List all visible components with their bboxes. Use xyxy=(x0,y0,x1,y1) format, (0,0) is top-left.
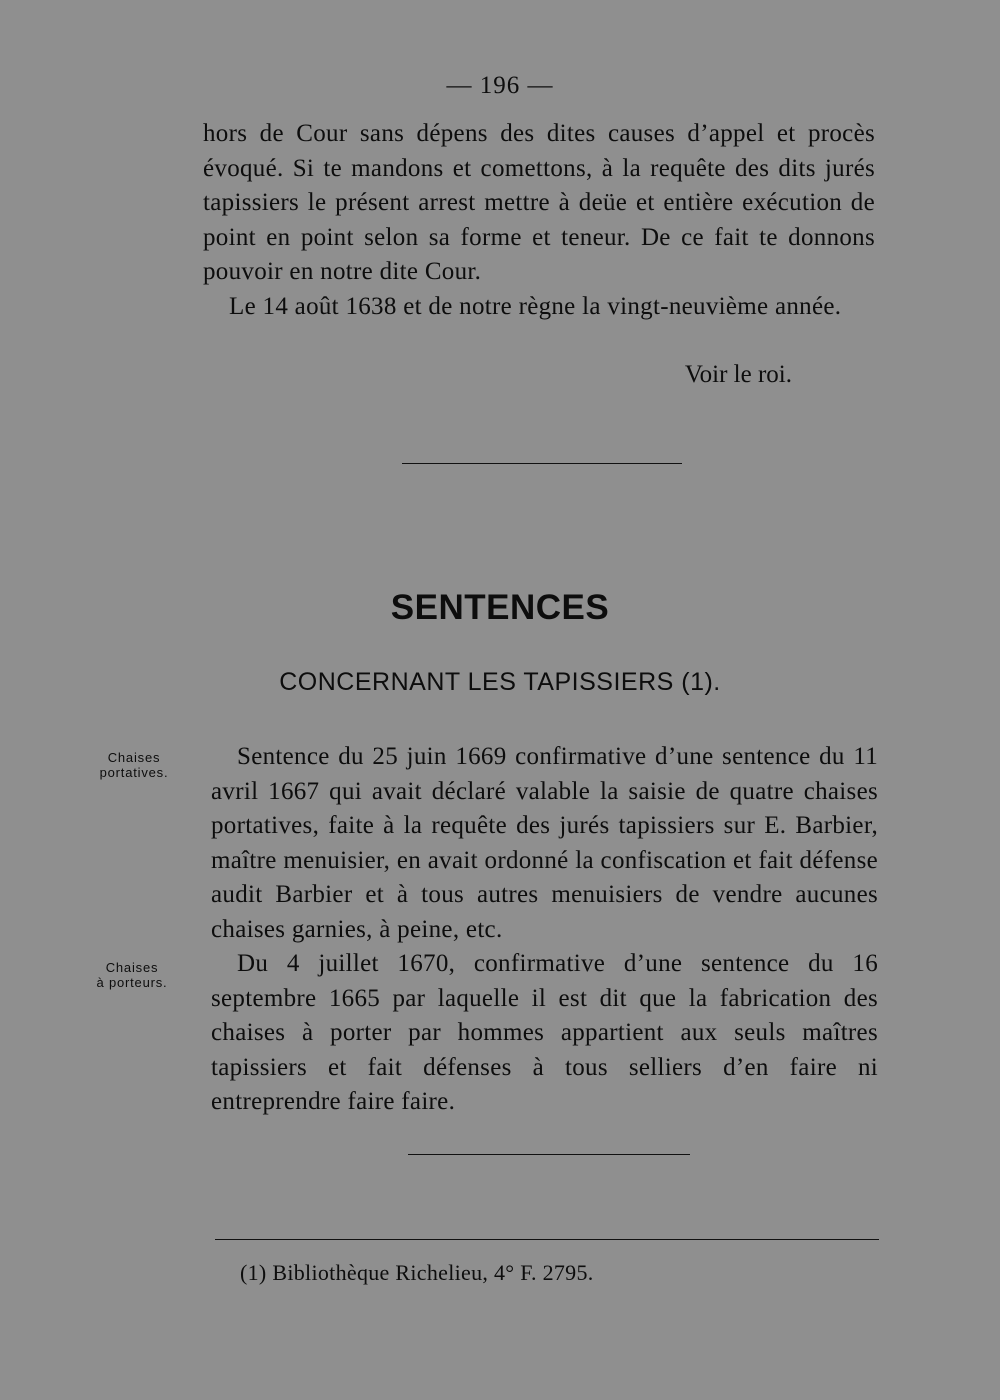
margin-note-2-line1: Chaises xyxy=(105,960,159,975)
section-divider-top xyxy=(402,463,682,464)
footnote-rule xyxy=(215,1239,879,1240)
sentence-1669: Sentence du 25 juin 1669 confirmative d’une sentence du 11 avril 1667 qui avait déclaré valable la saisie de quatre chaises portatives, faite à la requête des jurés tapissiers sur E. Barbier, maître menuisier, en avait ordonné la confiscation et fait défense audit Barbier et à tous autres menuisiers de vendre aucunes chaises garnies, à peine, etc. xyxy=(211,743,878,943)
sentences-text xyxy=(211,740,878,1120)
section-divider-bottom xyxy=(408,1154,690,1155)
margin-note-2 xyxy=(82,960,182,990)
margin-note-2-line2: à porteurs. xyxy=(96,975,168,990)
margin-note-1-line2: portatives. xyxy=(99,765,169,780)
paragraph-continuation: hors de Cour sans dépens des dites causes d’appel et procès évoqué. Si te mandons et comettons, à la requête des dits jurés tapissiers le présent arrest mettre à deüe et entière exécution de point en point selon sa forme et teneur. De ce fait te donnons pouvoir en notre dite Cour. xyxy=(203,120,875,285)
signature: Voir le roi. xyxy=(684,361,792,388)
margin-note-1 xyxy=(84,750,184,780)
paragraph-date: Le 14 août 1638 et de notre règne la vingt-neuvième année. xyxy=(229,292,842,320)
margin-note-1-line1: Chaises xyxy=(107,750,161,765)
top-text xyxy=(203,117,875,324)
footnote: (1) Bibliothèque Richelieu, 4° F. 2795. xyxy=(240,1260,594,1285)
page-number: — 196 — xyxy=(446,72,554,99)
sentence-1670: Du 4 juillet 1670, confirmative d’une sentence du 16 septembre 1665 par laquelle il est dit que la fabrication des chaises à porter par hommes appartient aux seuls maîtres tapissiers et fait défenses à tous selliers d’en faire ni entreprendre faire faire. xyxy=(211,950,878,1115)
section-subtitle: CONCERNANT LES TAPISSIERS (1). xyxy=(279,668,721,696)
section-title: SENTENCES xyxy=(390,588,610,627)
